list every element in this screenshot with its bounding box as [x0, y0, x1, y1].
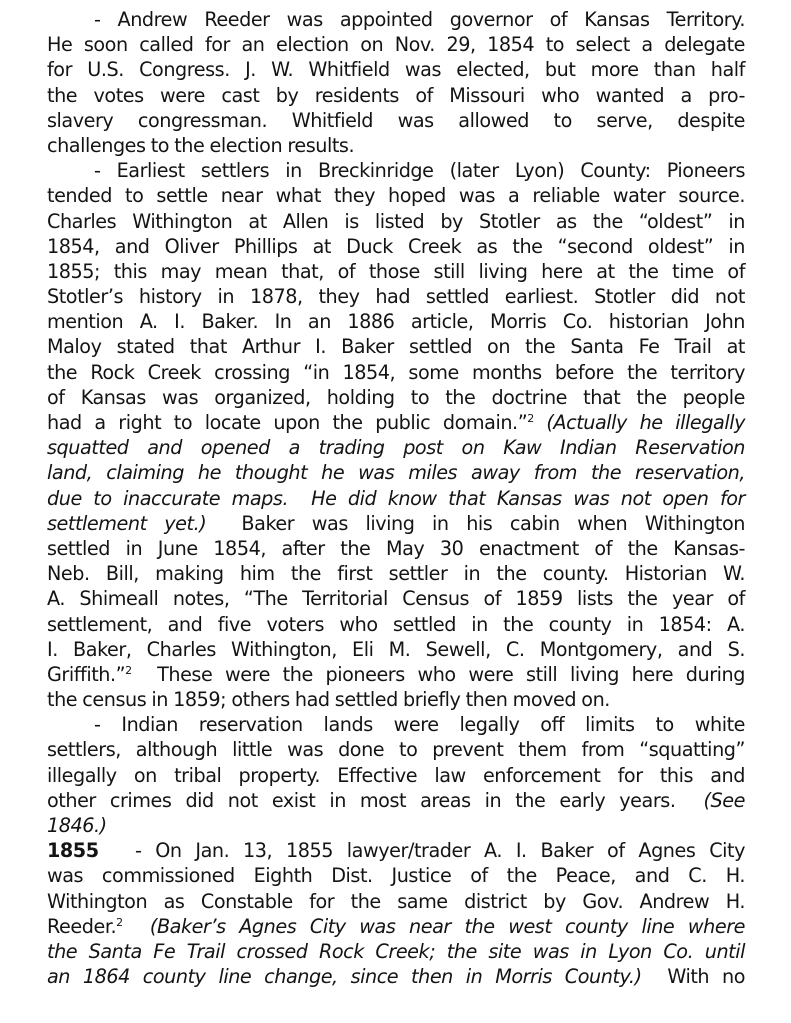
paragraph-indian-reservation	[47, 712, 745, 838]
text-line: 1855; this may mean that, of those still living here at the time of	[47, 259, 745, 283]
text-line: Maloy stated that Arthur I. Baker settled on the Santa Fe Trail at	[47, 335, 745, 359]
paragraph-1855	[47, 838, 745, 989]
text-line: illegally on tribal property. Effective law enforcement for this and	[47, 763, 745, 787]
body-text: Baker was living in his cabin when Withington	[206, 511, 745, 535]
text-line: the votes were cast by residents of Missouri who wanted a pro-	[47, 83, 745, 107]
text-line: the census in 1859; others had settled briefly then moved on.	[47, 688, 610, 712]
text-line: Neb. Bill, making him the first settler in the county. Historian W.	[47, 562, 745, 586]
text-line: was commissioned Eighth Dist. Justice of the Peace, and C. H.	[47, 864, 745, 888]
body-text: other crimes did not exist in most areas in the early years.	[47, 788, 704, 812]
text-line	[47, 914, 745, 939]
body-text: With no	[641, 965, 745, 989]
italic-note: settlement yet.)	[47, 511, 207, 535]
italic-note: 1846.)	[47, 814, 107, 837]
text-line	[47, 410, 745, 435]
text-line: Stotler’s history in 1878, they had settled earliest. Stotler did not	[47, 285, 745, 309]
year-heading: 1855	[47, 839, 99, 863]
quote-text: had a right to locate upon the public domain.”	[47, 411, 528, 434]
body-text: - On Jan. 13, 1855 lawyer/trader A. I. Baker of Agnes City	[135, 839, 745, 863]
text-line: - Andrew Reeder was appointed governor of Kansas Territory.	[94, 8, 745, 31]
text-line: settlement, and five voters who settled in the county in 1854: A.	[47, 612, 745, 636]
text-line: mention A. I. Baker. In an 1886 article, Morris Co. historian John	[47, 310, 745, 334]
footnote-ref: 2	[125, 663, 132, 677]
text-line	[47, 435, 745, 460]
text-line: the Rock Creek crossing “in 1854, some months before the territory	[47, 360, 745, 384]
italic-note: land, claiming he thought he was miles away from the reservation,	[47, 461, 745, 485]
document-page	[47, 7, 745, 989]
paragraph-earliest-settlers	[47, 158, 745, 712]
text-line	[47, 964, 745, 989]
italic-note: (Baker’s Agnes City was near the west county line where	[122, 914, 745, 938]
body-text: Griffith.”	[47, 662, 126, 686]
text-line: I. Baker, Charles Withington, Eli M. Sewell, C. Montgomery, and S.	[47, 637, 745, 661]
text-line	[47, 813, 745, 838]
italic-note: the Santa Fe Trail crossed Rock Creek; the site was in Lyon Co. until	[47, 939, 745, 963]
footnote-ref: 2	[116, 915, 123, 929]
text-line: settled in June 1854, after the May 30 enactment of the Kansas-	[47, 536, 745, 560]
text-line: Withington as Constable for the same district by Gov. Andrew H.	[47, 889, 745, 913]
italic-note: (Actually he illegally	[533, 411, 745, 434]
text-line	[47, 838, 745, 863]
text-line	[47, 788, 745, 813]
italic-note: (See	[703, 788, 745, 812]
text-line: Charles Withington at Allen is listed by Stotler as the “oldest” in	[47, 209, 745, 233]
text-line: challenges to the election results.	[47, 133, 355, 157]
text-line	[47, 939, 745, 964]
text-line	[47, 460, 745, 485]
text-line: tended to settle near what they hoped was a reliable water source.	[47, 184, 745, 208]
text-line: 1854, and Oliver Phillips at Duck Creek as the “second oldest” in	[47, 234, 745, 258]
body-text: These were the pioneers who were still living here during	[131, 662, 745, 686]
text-line: - Indian reservation lands were legally off limits to white	[94, 713, 745, 737]
text-line: of Kansas was organized, holding to the doctrine that the people	[47, 385, 745, 409]
paragraph-reeder	[47, 7, 745, 158]
text-line	[47, 662, 745, 687]
text-line: slavery congressman. Whitfield was allowed to serve, despite	[47, 108, 745, 132]
text-line: settlers, although little was done to prevent them from “squatting”	[47, 738, 745, 762]
text-line: - Earliest settlers in Breckinridge (later Lyon) County: Pioneers	[94, 159, 745, 183]
italic-note: due to inaccurate maps. He did know that Kansas was not open for	[47, 486, 745, 510]
text-line: for U.S. Congress. J. W. Whitfield was elected, but more than half	[47, 58, 745, 82]
text-line	[47, 511, 745, 536]
text-line	[47, 486, 745, 511]
italic-note: squatted and opened a trading post on Kaw Indian Reservation	[47, 436, 745, 460]
footnote-ref: 2	[527, 412, 534, 425]
text-line: A. Shimeall notes, “The Territorial Census of 1859 lists the year of	[47, 587, 745, 611]
text-line: He soon called for an election on Nov. 29, 1854 to select a delegate	[47, 33, 745, 57]
italic-note: an 1864 county line change, since then in Morris County.)	[47, 965, 642, 989]
body-text: Reeder.	[47, 914, 117, 938]
